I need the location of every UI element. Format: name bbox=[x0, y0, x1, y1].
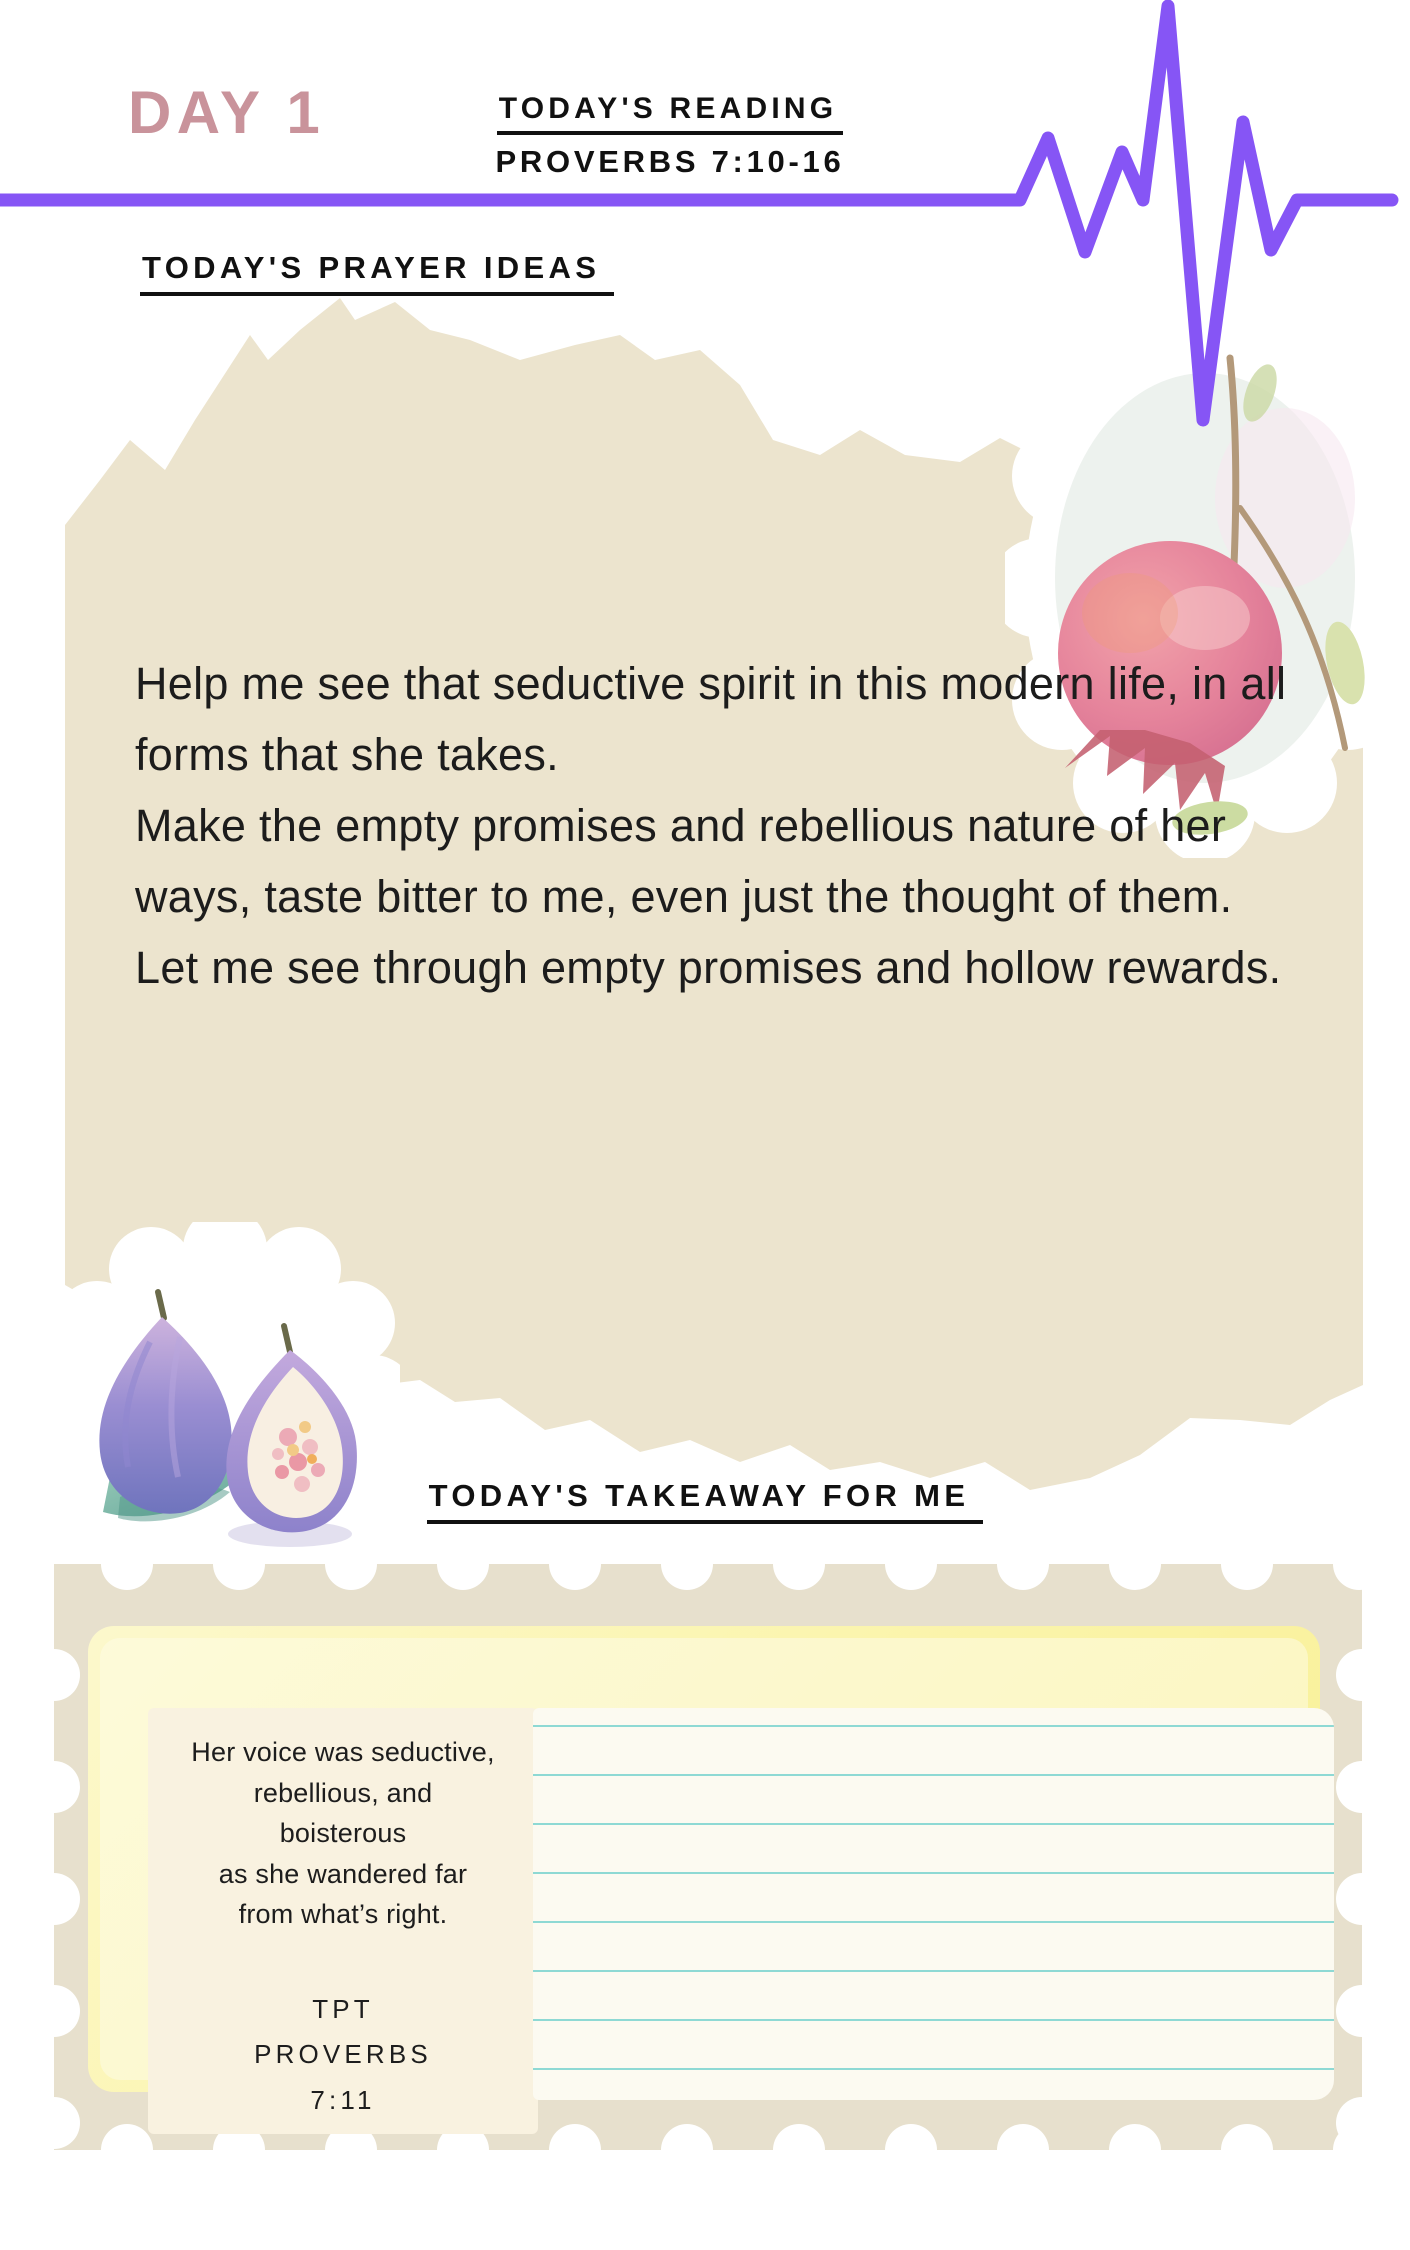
prayer-line: Let me see through empty promises and hollow rewards. bbox=[135, 942, 1282, 994]
verse-quote-card bbox=[148, 1708, 538, 2134]
todays-reading-heading: TODAY'S READING bbox=[497, 92, 844, 135]
verse-text: Her voice was seductive, rebellious, and boisterous as she wandered far from what’s right. bbox=[191, 1737, 495, 1929]
prayer-line: Help me see that seductive spirit in this modern life, in all forms that she takes. bbox=[135, 658, 1287, 781]
todays-reading-block bbox=[430, 92, 910, 180]
page-title-day: DAY 1 bbox=[128, 79, 326, 146]
prayer-text bbox=[135, 648, 1305, 1003]
reading-passage: PROVERBS 7:10-16 bbox=[495, 144, 845, 179]
heartbeat-line-icon bbox=[0, 0, 1410, 440]
verse-attribution: TPT PROVERBS 7:11 bbox=[254, 1993, 432, 2115]
writing-lines-area[interactable] bbox=[533, 1708, 1334, 2100]
takeaway-heading: TODAY'S TAKEAWAY FOR ME bbox=[0, 1478, 1410, 1524]
prayer-line: Make the empty promises and rebellious nature of her ways, taste bitter to me, even just the thought of them. bbox=[135, 800, 1233, 923]
prayer-ideas-heading: TODAY'S PRAYER IDEAS bbox=[140, 250, 614, 296]
stamp-note-section bbox=[52, 1560, 1364, 2154]
